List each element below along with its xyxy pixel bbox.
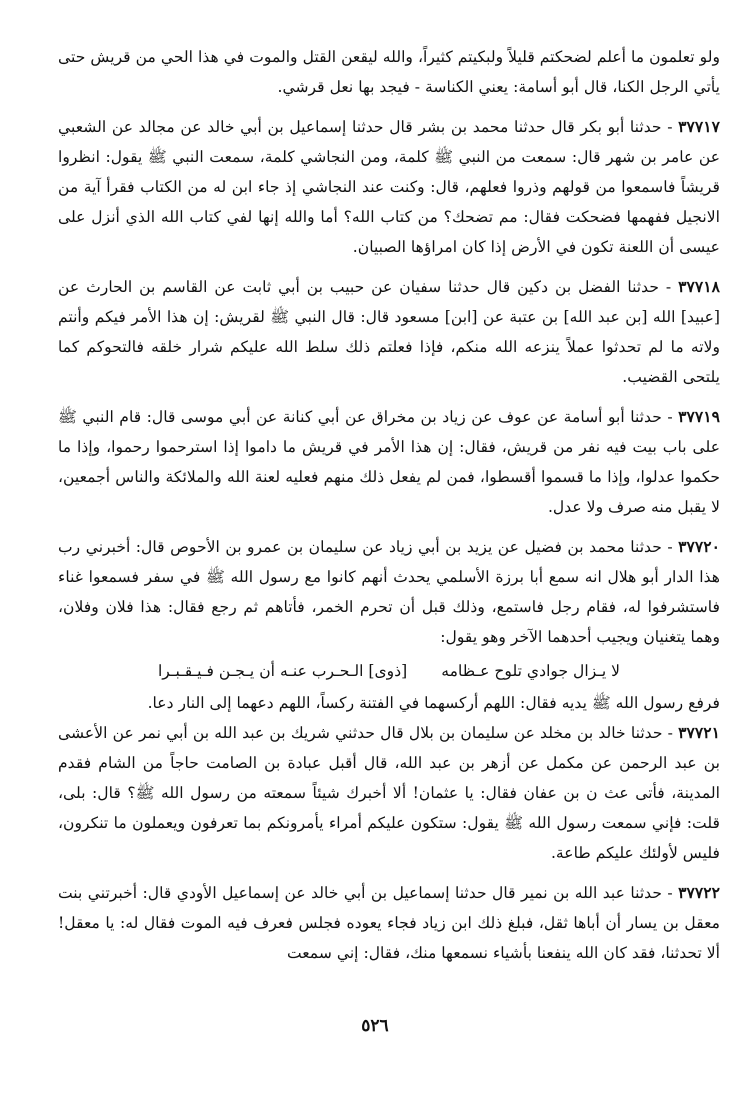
hadith-37722 — [58, 878, 720, 968]
hadith-37721 — [58, 718, 720, 868]
paragraph-text: ولو تعلمون ما أعلم لضحكتم قليلاً ولبكيتم كثيراً، والله ليقعن القتل والموت في هذا الحي من قريش حتى يأتي الرجل الكنا، قال أبو أسامة: يعني الكناسة - فيجد بها نعل قرشي. — [58, 48, 720, 96]
hadith-37720-continuation — [58, 688, 720, 718]
paragraph-text: فرفع رسول الله ﷺ يديه فقال: اللهم أركسهما في الفتنة ركساً، اللهم دعهما إلى النار دعا. — [147, 694, 720, 712]
verse-second-hemistich: [ذوى] الـحـرب عنـه أن يـجـن فـيـقـبـرا — [157, 662, 408, 680]
hadith-number: ٣٧٧١٩ — [678, 407, 720, 426]
paragraph-text: - حدثنا عبد الله بن نمير قال حدثنا إسماعيل بن أبي خالد عن إسماعيل الأودي قال: أخبرتني بنت معقل بن يسار أن أباها ثقل، فبلغ ذلك ابن زياد فجاء يعوده فجلس فعرف فيه الموت فقال له: يا معقل! ألا تحدثنا، فقد كان الله ينفعنا بأشياء نسمعها منك، فقال: إني سمعت — [58, 884, 720, 962]
verse-first-hemistich: لا يـزال جوادي تلوح عـظامه — [441, 662, 621, 680]
paragraph-text: - حدثنا الفضل بن دكين قال حدثنا سفيان عن حبيب بن أبي ثابت عن القاسم بن الحارث عن [عبيد] الله [بن عبد الله] بن عتبة عن [ابن] مسعود قال: قال النبي ﷺ لقريش: إن هذا الأمر فيكم وأنتم ولاته ما لم تحدثوا عملاً ينزعه الله منكم، فإذا فعلتم ذلك سلط الله عليكم شرار خلقه فالتحوكم كما يلتحى القضيب. — [58, 278, 720, 386]
hadith-number: ٣٧٧٢١ — [678, 723, 720, 742]
paragraph-text: - حدثنا محمد بن فضيل عن يزيد بن أبي زياد عن سليمان بن عمرو بن الأحوص قال: أخبرني رب هذا الدار أبو هلال انه سمع أبا برزة الأسلمي يحدث أنهم كانوا مع رسول الله ﷺ في سفر فسمعوا غناء فاستشرفوا له، فقام رجل فاستمع، وذلك قبل أن تحرم الخمر، فأتاهم ثم رجع فقال: هذا فلان وفلان، وهما يتغنيان ويجيب أحدهما الآخر وهو يقول: — [58, 538, 720, 646]
hadith-number: ٣٧٧١٧ — [678, 117, 720, 136]
hadith-37718 — [58, 272, 720, 392]
paragraph-text: - حدثنا أبو أسامة عن عوف عن زياد بن مخراق عن أبي كنانة عن أبي موسى قال: قام النبي ﷺ على باب بيت فيه نفر من قريش، فقال: إن هذا الأمر في قريش ما داموا إذا استرحموا رحموا، وإذا ما حكموا عدلوا، وإذا ما قسموا أقسطوا، فمن لم يفعل ذلك منهم فعليه لعنة الله والملائكة والناس أجمعين، لا يقبل منه صرف ولا عدل. — [58, 408, 720, 516]
hadith-number: ٣٧٧٢٠ — [678, 537, 720, 556]
main-text — [58, 42, 720, 968]
hadith-number: ٣٧٧١٨ — [678, 277, 720, 296]
paragraph-text: - حدثنا خالد بن مخلد عن سليمان بن بلال قال حدثني شريك بن عبد الله بن أبي نمر عن الأعشى بن عبد الرحمن عن مكمل عن أزهر بن عبد الله، قال أقبل عبادة بن الصامت حاجاً من الشام فقدم المدينة، فأتى عث ن بن عفان فقال: يا عثمان! ألا أخبرك شيئاً سمعته من رسول الله ﷺ؟ قال: بلى، قلت: فإني سمعت رسول الله ﷺ يقول: ستكون عليكم أمراء يأمرونكم بما تعرفون ويعملون ما تنكرون، فليس لأولئك عليكم طاعة. — [58, 724, 720, 862]
hadith-37717 — [58, 112, 720, 262]
page-number: ٥٢٦ — [361, 1016, 389, 1036]
hadith-number: ٣٧٧٢٢ — [678, 883, 720, 902]
poetry-verse — [58, 656, 720, 686]
paragraph-continuation — [58, 42, 720, 102]
paragraph-text: - حدثنا أبو بكر قال حدثنا محمد بن بشر قال حدثنا إسماعيل بن أبي خالد عن مجالد عن الشعبي عن عامر بن شهر قال: سمعت من النبي ﷺ كلمة، ومن النجاشي كلمة، سمعت النبي ﷺ يقول: انظروا قريشاً فاسمعوا من قولهم وذروا فعلهم، قال: وكنت عند النجاشي إذ جاء ابن له من الكتاب فقرأ آية من الانجيل ففهمها فضحكت فقال: مم تضحك؟ من كتاب الله؟ أما والله إنها لفي كتاب الله الذي أنزل على عيسى أن اللعنة تكون في الأرض إذا كان امراؤها الصبيان. — [58, 118, 721, 256]
hadith-37719 — [58, 402, 720, 522]
hadith-37720 — [58, 532, 720, 652]
